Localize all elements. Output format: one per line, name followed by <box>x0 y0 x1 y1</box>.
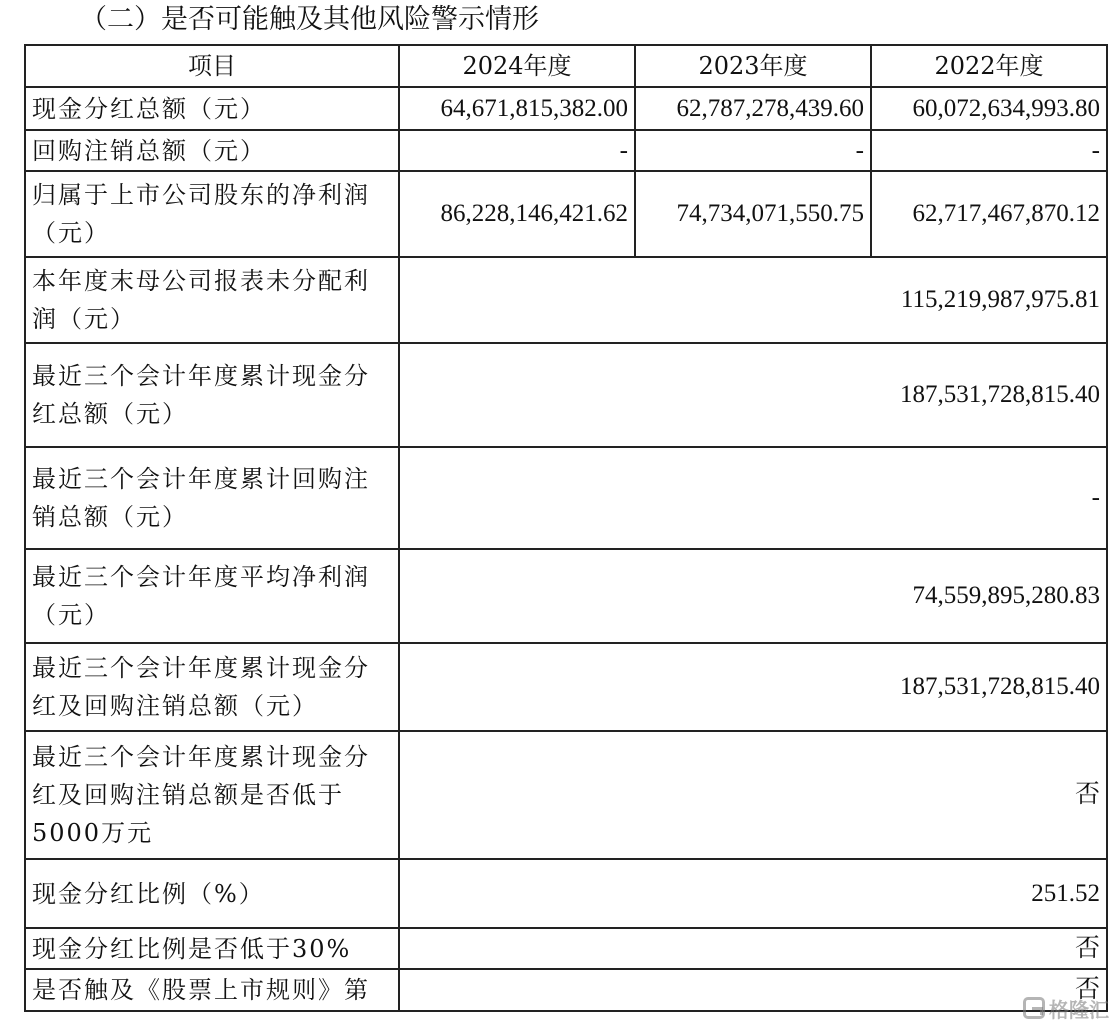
table-row <box>25 257 1107 343</box>
cell-2024: 64,671,815,382.00 <box>399 87 635 130</box>
table-row <box>25 171 1107 257</box>
table-row <box>25 643 1107 731</box>
merged-value: 否 <box>399 969 1107 1011</box>
table-row <box>25 447 1107 549</box>
row-label: 回购注销总额（元） <box>25 130 399 171</box>
header-row <box>25 45 1107 87</box>
header-item: 项目 <box>25 45 399 87</box>
table-row <box>25 731 1107 859</box>
row-label: 归属于上市公司股东的净利润（元） <box>25 171 399 257</box>
row-label: 本年度末母公司报表未分配利润（元） <box>25 257 399 343</box>
table-row <box>25 549 1107 643</box>
header-2023: 2023年度 <box>635 45 871 87</box>
row-label: 最近三个会计年度累计现金分红及回购注销总额是否低于5000万元 <box>25 731 399 859</box>
merged-value: 115,219,987,975.81 <box>399 257 1107 343</box>
section-heading: （二）是否可能触及其他风险警示情形 <box>80 4 539 35</box>
watermark <box>1023 994 1109 1022</box>
cell-2022: - <box>871 130 1107 171</box>
cell-2024: 86,228,146,421.62 <box>399 171 635 257</box>
merged-value: 187,531,728,815.40 <box>399 343 1107 447</box>
table-row <box>25 969 1107 1011</box>
table-row <box>25 87 1107 130</box>
table-row <box>25 130 1107 171</box>
row-label: 最近三个会计年度累计回购注销总额（元） <box>25 447 399 549</box>
merged-value: 否 <box>399 928 1107 969</box>
table-row <box>25 928 1107 969</box>
merged-value: 251.52 <box>399 859 1107 928</box>
cell-2023: 74,734,071,550.75 <box>635 171 871 257</box>
merged-value: 187,531,728,815.40 <box>399 643 1107 731</box>
row-label: 最近三个会计年度累计现金分红及回购注销总额（元） <box>25 643 399 731</box>
cell-2022: 60,072,634,993.80 <box>871 87 1107 130</box>
row-label: 最近三个会计年度累计现金分红总额（元） <box>25 343 399 447</box>
gelonghui-logo-icon <box>1023 997 1045 1019</box>
merged-value: 74,559,895,280.83 <box>399 549 1107 643</box>
cell-2023: - <box>635 130 871 171</box>
row-label: 现金分红总额（元） <box>25 87 399 130</box>
merged-value: - <box>399 447 1107 549</box>
cell-2022: 62,717,467,870.12 <box>871 171 1107 257</box>
cell-2023: 62,787,278,439.60 <box>635 87 871 130</box>
row-label: 最近三个会计年度平均净利润（元） <box>25 549 399 643</box>
cell-2024: - <box>399 130 635 171</box>
table-row <box>25 859 1107 928</box>
watermark-text: 格隆汇 <box>1049 997 1109 1022</box>
row-label: 现金分红比例是否低于30% <box>25 928 399 969</box>
header-2024: 2024年度 <box>399 45 635 87</box>
dividend-risk-table <box>24 44 1108 1012</box>
row-label: 现金分红比例（%） <box>25 859 399 928</box>
merged-value: 否 <box>399 731 1107 859</box>
table-row <box>25 343 1107 447</box>
row-label: 是否触及《股票上市规则》第 <box>25 969 399 1011</box>
header-2022: 2022年度 <box>871 45 1107 87</box>
